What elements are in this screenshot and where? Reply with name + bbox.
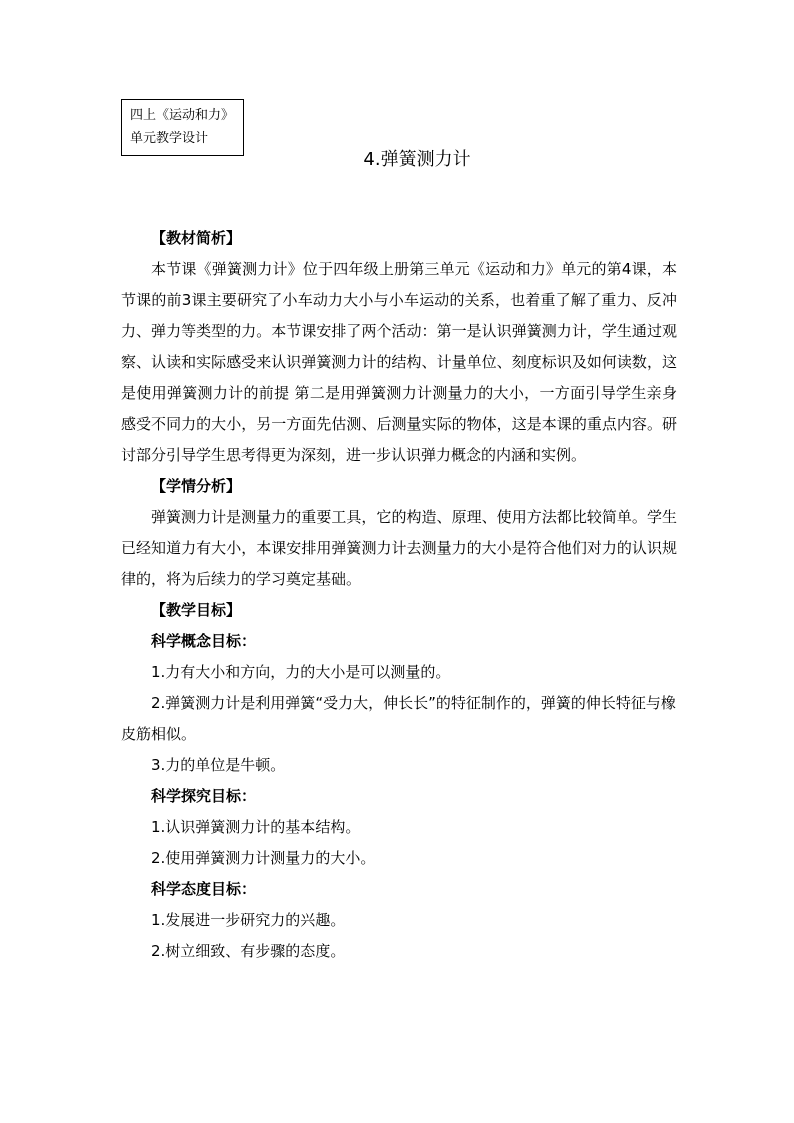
list-item: 1.认识弹簧测力计的基本结构。 xyxy=(151,818,361,836)
subheading-concept: 科学概念目标： xyxy=(151,632,257,650)
section-heading-textbook: 【教材简析】 xyxy=(151,229,242,247)
paragraph-textbook: 本节课《弹簧测力计》位于四年级上册第三单元《运动和力》单元的第4课，本节课的前3课主要研究了小车动力大小与小车运动的关系，也着重了解了重力、反冲力、弹力等类型的力。本节课安排了两个活动：第一是认识弹簧测力计，学生通过观察、认读和实际感受来认识弹簧测力计的结构、计量单位、刻度标识及如何读数，这是使用弹簧测力计的前提 第二是用弹簧测力计测量力的大小，一方面引导学生亲身感受不同力的大小，另一方面先估测、后测量实际的物体，这是本课的重点内容。研讨部分引导学生思考得更为深刻，进一步认识弹力概念的内涵和实例。 xyxy=(121,260,677,464)
list-item: 3.力的单位是牛顿。 xyxy=(151,756,286,774)
subheading-inquiry: 科学探究目标： xyxy=(151,787,257,805)
list-item: 2.使用弹簧测力计测量力的大小。 xyxy=(151,849,376,867)
paragraph-students: 弹簧测力计是测量力的重要工具，它的构造、原理、使用方法都比较简单。学生已经知道力有大小，本课安排用弹簧测力计去测量力的大小是符合他们对力的认识规律的，将为后续力的学习奠定基础。 xyxy=(121,508,677,588)
unit-label-line1: 四上《运动和力》 xyxy=(130,108,235,123)
unit-label-line2: 单元教学设计 xyxy=(130,131,209,146)
list-item: 2.弹簧测力计是利用弹簧“受力大，伸长长”的特征制作的，弹簧的伸长特征与橡皮筋相似。 xyxy=(121,694,676,743)
section-heading-goals: 【教学目标】 xyxy=(151,601,242,619)
page-title: 4.弹簧测力计 xyxy=(363,149,471,170)
section-heading-students: 【学情分析】 xyxy=(151,477,242,495)
list-item: 2.树立细致、有步骤的态度。 xyxy=(151,942,346,960)
document-body xyxy=(121,223,677,967)
subheading-attitude: 科学态度目标： xyxy=(151,880,257,898)
list-item: 1.力有大小和方向，力的大小是可以测量的。 xyxy=(151,663,451,681)
list-item: 1.发展进一步研究力的兴趣。 xyxy=(151,911,346,929)
